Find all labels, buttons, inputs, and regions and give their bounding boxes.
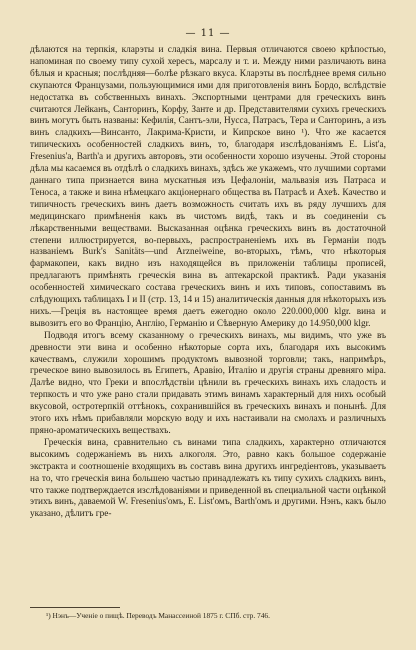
paragraph-3: Греческія вина, сравнительно съ винами типа сладкихъ, характерно отличаются высокимъ содержаніемъ въ нихъ алкоголя. Это, равно какъ большое содержаніе экстракта и соотношеніе входящихъ въ составъ вина другихъ ингредіентовъ, указываетъ на то, что греческія вина большею частью принадлежатъ къ типу сухихъ сладкихъ винъ, что также подтверждается изслѣдованіями и приведенной въ специальной части оцѣнкой этихъ винъ, даваемой W. Fresenius'омъ, E. List'омъ, Barth'омъ и другими. Нэнъ, какъ было указано, дѣлитъ гре- bbox=[30, 437, 386, 520]
footnote-rule bbox=[30, 607, 120, 608]
page-number: — 11 — bbox=[185, 28, 231, 39]
paragraph-1: дѣлаются на терпкія, кларэты и сладкія вина. Первыя отличаются своею крѣпостью, напоминая по своему типу сухой хересъ, марсалу и т. и. Между ними различають вина бѣлыя и красныя; послѣдняя—болѣе рѣзкаго вкуса. Кларэты въ послѣднее время сильно скупаются Французами, пользующимися ими для приготовленія винъ Бордо, вслѣдствіе недостатка въ собственныхъ винахъ. Экспортными центрами для греческихъ винъ считаются Лейканъ, Санторинъ, Корфу, Занте и др. Представителями сухихъ греческихъ винъ могутъ быть названы: Кефилія, Сантъ-эли, Нусса, Патрасъ, Тера и Санторинъ, а изъ винъ сладкихъ—Винсанто, Лакрима-Кристи, и Кипрское вино ¹). Что же касается типическихъ особенностей сладкихъ винъ, то, благодаря изслѣдованіямъ E. List'а, Fresenius'а, Barth'а и другихъ авторовъ, эти особенности хорошо изучены. Этой стороны дѣла мы касаемся въ отдѣлѣ о сладкихъ винахъ, здѣсь же укажемъ, что лучшими сортами даннаго типа признается вина мускатныя изъ Цефалоніи, мальвазія изъ Патраса и Теноса, а также и вина нѣмецкаго акціонернаго общества въ Патрасѣ и Ахеѣ. Качество и типичность греческихъ винъ даетъ возможность считать ихъ въ ряду лучшихъ для медицинскаго примѣненія какъ въ чистомъ видѣ, такъ и въ соединеніи съ лѣкарственными веществами. Высказанная оцѣнка греческихъ винъ въ достаточной степени иллюстрируется, во-первыхъ, распространеніемъ ихъ въ Германіи подъ названіемъ Burk's Sanitäts—und Arzneiweine, во-вторыхъ, тѣмъ, что нѣкоторыя фармакопеи, какъ видно изъ находящейся въ приложеніи таблицы прописей, предлагаютъ примѣнять греческія вина въ аптекарской практикѣ. Ради указанія особенностей химическаго состава греческихъ винъ и ихъ типовъ, сопоставимъ въ слѣдующихъ таблицахъ I и II (стр. 13, 14 и 15) аналитическія данныя для нѣкоторыхъ изъ нихъ.—Греція въ настоящее время даетъ ежегодно около 220.000,000 klgr. вина и вывозитъ его во Францію, Англію, Германію и Сѣверную Америку до 14.950,000 klgr. bbox=[30, 45, 386, 329]
footnote: ¹) Нэнъ—Ученіе о пищѣ. Переводъ Манассеиной 1875 г. СПб. стр. 746. bbox=[46, 611, 270, 620]
paragraph-2: Подводя итогъ всему сказанному о греческихъ винахъ, мы видимъ, что уже въ древности эти вина и особенно нѣкоторые сорта ихъ, благодаря ихъ высокимъ качествамъ, служили хорошимъ продуктомъ вывозной торговли; такъ, напримѣръ, греческое вино вывозилось въ Египетъ, Аравію, Италію и другія страны древняго міра. Далѣе видно, что Греки и впослѣдствіи цѣнили въ греческихъ винахъ ихъ сладость и терпкость и что уже рано стали придавать этимъ винамъ характерный для нихъ особый вкусовой, остротерпкій оттѣнокъ, сохранившійся въ греческихъ винахъ и понынѣ. Для этого ихъ нѣмъ прибавляли морскую воду и ихъ настаивали на смолахъ и различныхъ пряно-ароматическихъ веществахъ. bbox=[30, 330, 386, 436]
body-text bbox=[30, 45, 386, 521]
